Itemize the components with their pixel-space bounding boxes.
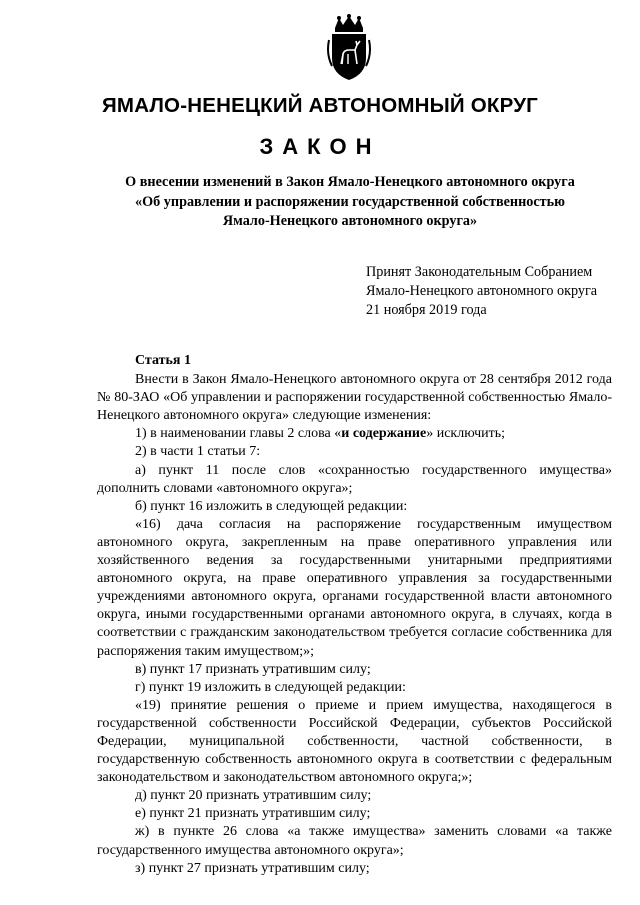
list-item: з) пункт 27 признать утратившим силу; [135,860,370,876]
bold-phrase: и содержание [341,426,427,442]
list-item: б) пункт 16 изложить в следующей редакции: [135,498,408,514]
subject-line: Ямало-Ненецкого автономного округа» [222,213,478,229]
list-item: 2) в части 1 статьи 7: [135,444,261,460]
adoption-line: Принят Законодательным Собранием [366,264,593,280]
list-item: д) пункт 20 признать утратившим силу; [135,788,372,804]
subject-line: «Об управлении и распоряжении государственной собственностью [135,193,565,210]
list-item: ж) в пункте 26 слова «а также имущества» заменить словами «а также государственного имущества автономного округа»; [97,824,612,858]
coat-of-arms-icon [326,14,372,82]
document-type: ЗАКОН [259,134,381,159]
region-title: ЯМАЛО-НЕНЕЦКИЙ АВТОНОМНЫЙ ОКРУГ [102,94,538,117]
list-item: г) пункт 19 изложить в следующей редакции: [135,679,406,695]
adoption-line: Ямало-Ненецкого автономного округа [366,283,598,299]
list-item: в) пункт 17 признать утратившим силу; [135,661,371,677]
adoption-block [366,263,597,320]
article-title: Статья 1 [135,353,191,368]
paragraph: Внести в Закон Ямало-Ненецкого автономного округа от 28 сентября 2012 года № 80-ЗАО «Об управлении и распоряжении государственной собственностью Ямало-Ненецкого автономного округа» следующие изменения: [97,372,612,424]
law-subject [90,173,610,232]
article-body [97,352,612,878]
list-item: 1) в наименовании главы 2 слова «и содержание» исключить; [135,426,506,442]
list-item: а) пункт 11 после слов «сохранностью государственного имущества» дополнить словами «автономного округа»; [97,462,612,496]
adoption-date: 21 ноября 2019 года [366,302,487,318]
quoted-paragraph: «19) принятие решения о приеме и прием имущества, находящегося в государственной собственности Российской Федерации, субъектов Российской Федерации, муниципальной собственности, частной собственности, в государственную собственность автономного округа в соответствии с федеральным законодательством и законодательством автономного округа;»; [97,697,612,786]
subject-line: О внесении изменений в Закон Ямало-Ненецкого автономного округа [125,174,575,190]
quoted-paragraph: «16) дача согласия на распоряжение государственным имуществом автономного округа, закрепленным на праве оперативного управления или хозяйственного ведения за государственными унитарными предприятиями автономного округа, на праве оперативного управления за государственными учреждениями автономного округа, органами государственной власти автономного округа, иными государственными органами автономного округа, в случаях, когда в соответствии с гражданским законодательством требуется согласие собственника для распоряжения таким имуществом;»; [97,516,612,659]
list-item: е) пункт 21 признать утратившим силу; [135,806,371,822]
